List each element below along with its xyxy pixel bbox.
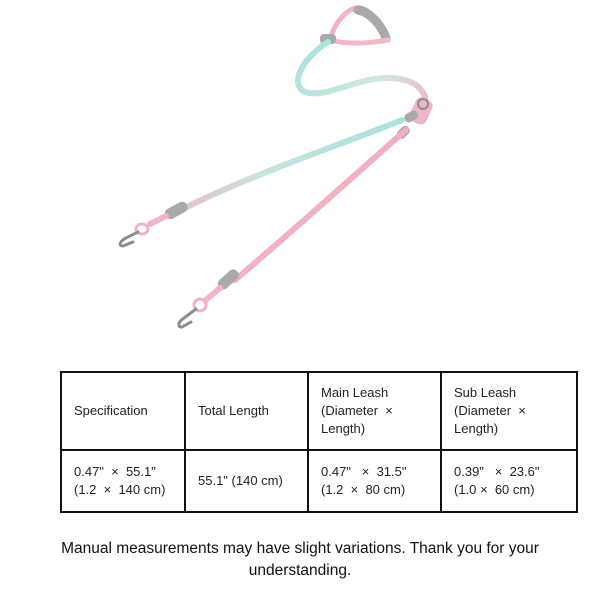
table-row bbox=[61, 450, 577, 512]
spec-table bbox=[60, 371, 578, 513]
snap-hook-left bbox=[120, 224, 148, 246]
cell-main-leash: 0.47" × 31.5" (1.2 × 80 cm) bbox=[308, 450, 441, 512]
snap-hook-right bbox=[179, 299, 206, 327]
header-main-leash: Main Leash (Diameter × Length) bbox=[308, 372, 441, 450]
cell-sub-leash: 0.39" × 23.6" (1.0 × 60 cm) bbox=[441, 450, 577, 512]
measurement-note: Manual measurements may have slight variations. Thank you for your understanding. bbox=[61, 540, 539, 579]
header-total-length: Total Length bbox=[185, 372, 308, 450]
cell-specification: 0.47" × 55.1" (1.2 × 140 cm) bbox=[61, 450, 185, 512]
header-sub-leash: Sub Leash (Diameter × Length) bbox=[441, 372, 577, 450]
table-header-row bbox=[61, 372, 577, 450]
handle-loop bbox=[320, 8, 388, 44]
main-leash-rope bbox=[298, 42, 426, 112]
cell-total-length: 55.1" (140 cm) bbox=[185, 450, 308, 512]
header-specification: Specification bbox=[61, 372, 185, 450]
